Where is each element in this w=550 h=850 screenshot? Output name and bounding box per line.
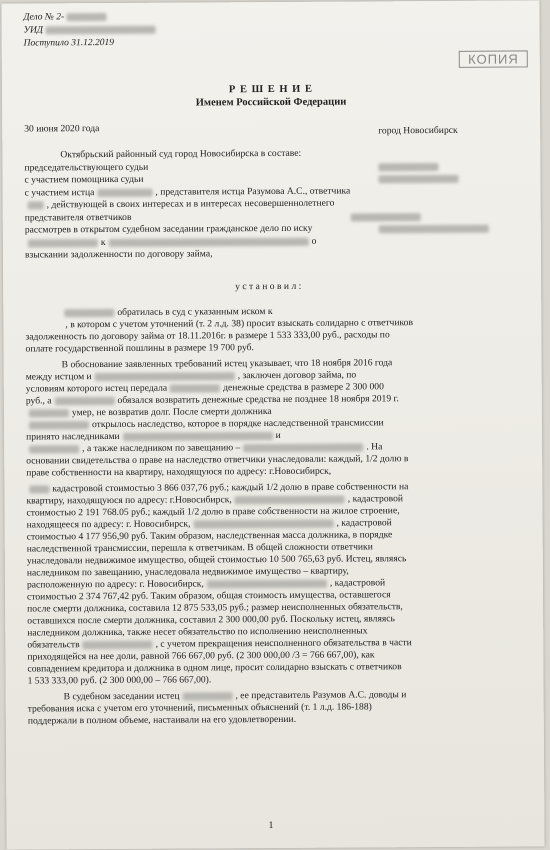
line-text: 1 533 333,00 руб. (2 300 000,00 – 766 667,00). <box>27 674 212 687</box>
line-text: оставшихся после смерти должника, составил 2 300 000,00 руб. Поскольку истец, являясь <box>27 613 395 627</box>
case-header <box>23 11 155 51</box>
redacted-text <box>235 495 345 504</box>
redacted-text <box>29 485 49 493</box>
text-line <box>28 714 296 728</box>
text-line <box>25 329 389 343</box>
uid-label: УИД <box>23 25 43 36</box>
line-text: совпадением кредитора и должника в одном лице, просит солидарно взыскать с ответчиков <box>27 661 402 675</box>
line-text: , с учетом прекращения неисполненного обязательства в части <box>155 637 412 650</box>
line-text: наследственной трансмиссии, перешла к ответчикам. В общей сложности ответчики <box>26 541 373 555</box>
text-line <box>25 212 132 225</box>
text-line <box>25 236 317 250</box>
redacted-text <box>55 397 115 405</box>
text-line <box>24 174 143 187</box>
line-text: , кадастровой <box>329 577 386 589</box>
line-text: В судебном заседании истец <box>63 690 180 703</box>
line-text: расположенную по адресу: г. Новосибирск, <box>26 578 204 591</box>
line-text: находящееся по адресу: г. Новосибирск, <box>26 518 191 531</box>
line-text: стоимостью 2 191 768.05 руб.; каждый 1/2 долю в праве собственности на жилое строение, <box>26 505 400 519</box>
line-text: . На <box>366 441 383 453</box>
document-title: Р Е Ш Е Н И Е <box>228 83 313 96</box>
redacted-text <box>123 432 273 441</box>
line-text: праве собственности на квартиру, находящуюся по адресу: г.Новосибирск, <box>26 465 332 479</box>
redacted-text <box>379 225 489 234</box>
document-subtitle: Именем Российской Федерации <box>195 96 347 109</box>
line-text: открылось наследство, которое в порядке наследственной трансмиссии <box>91 417 384 431</box>
text-line <box>25 198 335 212</box>
line-text: задолженность по договору займа от 18.11.2016г. в размере 1 533 333,00 руб., расходы по <box>25 329 390 343</box>
text-line <box>26 417 384 431</box>
text-line <box>235 281 301 293</box>
line-text: умер, не возвратив долг. После смерти должника <box>71 406 272 419</box>
line-text: и <box>275 429 281 441</box>
line-text: , ее представитель Разумов А.С. доводы и <box>235 689 407 702</box>
text-line <box>27 661 401 675</box>
line-text: кадастровой стоимостью 3 866 037,76 руб.; каждый 1/2 долю в праве собственности на <box>52 481 409 495</box>
redacted-text <box>67 13 107 21</box>
line-text: рассмотрев в открытом судебном заседании гражданское дело по иску <box>24 222 313 236</box>
line-text: председательствующего судьи <box>24 161 149 174</box>
line-text: требования иска с учетом его уточнений, письменных объяснений (т. 1 л.д. 186-188) <box>27 701 372 715</box>
line-text: взыскании задолженности по договору займа, <box>24 248 213 261</box>
redacted-text <box>95 372 235 381</box>
redacted-text <box>64 309 114 317</box>
city: город Новосибирск <box>378 124 458 137</box>
received-date: Поступило 31.12.2019 <box>23 37 115 49</box>
line-text: , кадастровой <box>336 517 392 529</box>
text-line <box>25 248 213 261</box>
redacted-text <box>243 443 363 452</box>
text-line <box>25 223 313 237</box>
line-text: , заключен договор займа, по <box>237 369 357 382</box>
line-text: о <box>311 235 317 247</box>
line-text: Октябрьский районный суд город Новосибирска в составе: <box>60 147 302 161</box>
line-text: представителя ответчиков <box>24 211 132 224</box>
line-text: обратилась в суд с указанным иском к <box>117 306 273 318</box>
redacted-text <box>182 692 232 700</box>
line-text: между истцом и <box>25 371 92 383</box>
redacted-text <box>207 579 327 588</box>
line-text: наследником по завещанию, унаследовала недвижимое имущество – квартиру, <box>26 565 349 579</box>
redacted-text <box>28 239 98 247</box>
line-text: обязательств <box>27 639 80 651</box>
line-text: , кадастровой <box>347 493 404 505</box>
text-line <box>25 342 253 355</box>
decision-date: 30 июня 2020 года <box>24 123 100 135</box>
text-line <box>26 393 399 407</box>
redacted-text <box>83 641 153 649</box>
redacted-text <box>378 163 438 171</box>
line-text: наследником должника, также несет обязательство по исполнению неисполненных <box>27 625 368 639</box>
redacted-text <box>29 409 69 417</box>
redacted-text <box>29 421 89 429</box>
line-text: стоимостью 4 177 956,90 руб. Таким образом, наследственная масса должника, в порядке <box>26 529 393 543</box>
text-line <box>26 466 331 480</box>
case-number: Дело № 2- <box>23 12 65 23</box>
document-page <box>1 0 544 849</box>
line-text: денежные средства в размере 2 300 000 <box>223 381 384 394</box>
copy-stamp: КОПИЯ <box>459 50 528 67</box>
redacted-text <box>29 445 79 453</box>
line-text: унаследовали недвижимое имущество, общей стоимостью 10 500 765,63 руб. Истец, являясь <box>26 553 407 567</box>
line-text: , а также наследником по завещанию – <box>82 442 241 455</box>
line-text: основании свидетельства о праве на наследство ответчики унаследовали: каждый, 1/2 долю в <box>26 453 409 467</box>
text-line <box>60 148 301 161</box>
line-text: приходящейся на нее доли, равной 766 667,00 руб. (2 300 000,00 /3 = 766 667,00), как <box>27 649 375 663</box>
line-text: условиям которого истец передала <box>25 382 168 395</box>
line-text: обязался возвратить денежные средства не позднее 18 ноября 2019 г. <box>117 393 399 406</box>
line-text: принято наследниками <box>26 430 120 443</box>
line-text: поддержали в полном объеме, настаивали на его удовлетворении. <box>27 713 297 727</box>
redacted-text <box>193 519 333 528</box>
line-text: у с т а н о в и л : <box>235 280 302 293</box>
text-line <box>28 701 372 715</box>
redacted-text <box>351 213 421 221</box>
text-line <box>24 162 148 175</box>
redacted-text <box>45 26 155 35</box>
page-number: 1 <box>268 820 274 832</box>
line-text: , в котором с учетом уточнений (т. 2 л.д. 38) просит взыскать солидарно с ответчиков <box>65 317 414 331</box>
line-text: оплате государственной пошлины в размере 19 700 руб. <box>25 342 254 355</box>
line-text: , представителя истца Разумова А.С., ответчика <box>155 185 351 198</box>
line-text: В обоснование заявленных требований истец указывает, что 18 ноября 2016 года <box>61 357 393 371</box>
line-text: с участием истца <box>24 187 95 199</box>
line-text: после смерти должника, составила 12 875 533,05 руб.; размер неисполненных обязательств, <box>27 601 403 615</box>
line-text: , действующей в своих интересах и в интересах несовершеннолетнего <box>46 197 335 211</box>
redacted-text <box>109 238 309 247</box>
redacted-text <box>170 384 220 392</box>
line-text: с участием помощника судьи <box>24 173 144 186</box>
redacted-text <box>28 201 44 209</box>
redacted-text <box>97 189 152 197</box>
line-text: руб., а <box>25 395 52 407</box>
redacted-text <box>378 175 458 183</box>
line-text: квартиру, находящуюся по адресу: г.Новосибирск, <box>26 494 232 507</box>
text-line <box>28 674 212 687</box>
line-text: стоимостью 2 374 767,42 руб. Таким образом, общая стоимость имущества, оставшегося <box>27 589 391 603</box>
line-text: к <box>100 237 106 249</box>
